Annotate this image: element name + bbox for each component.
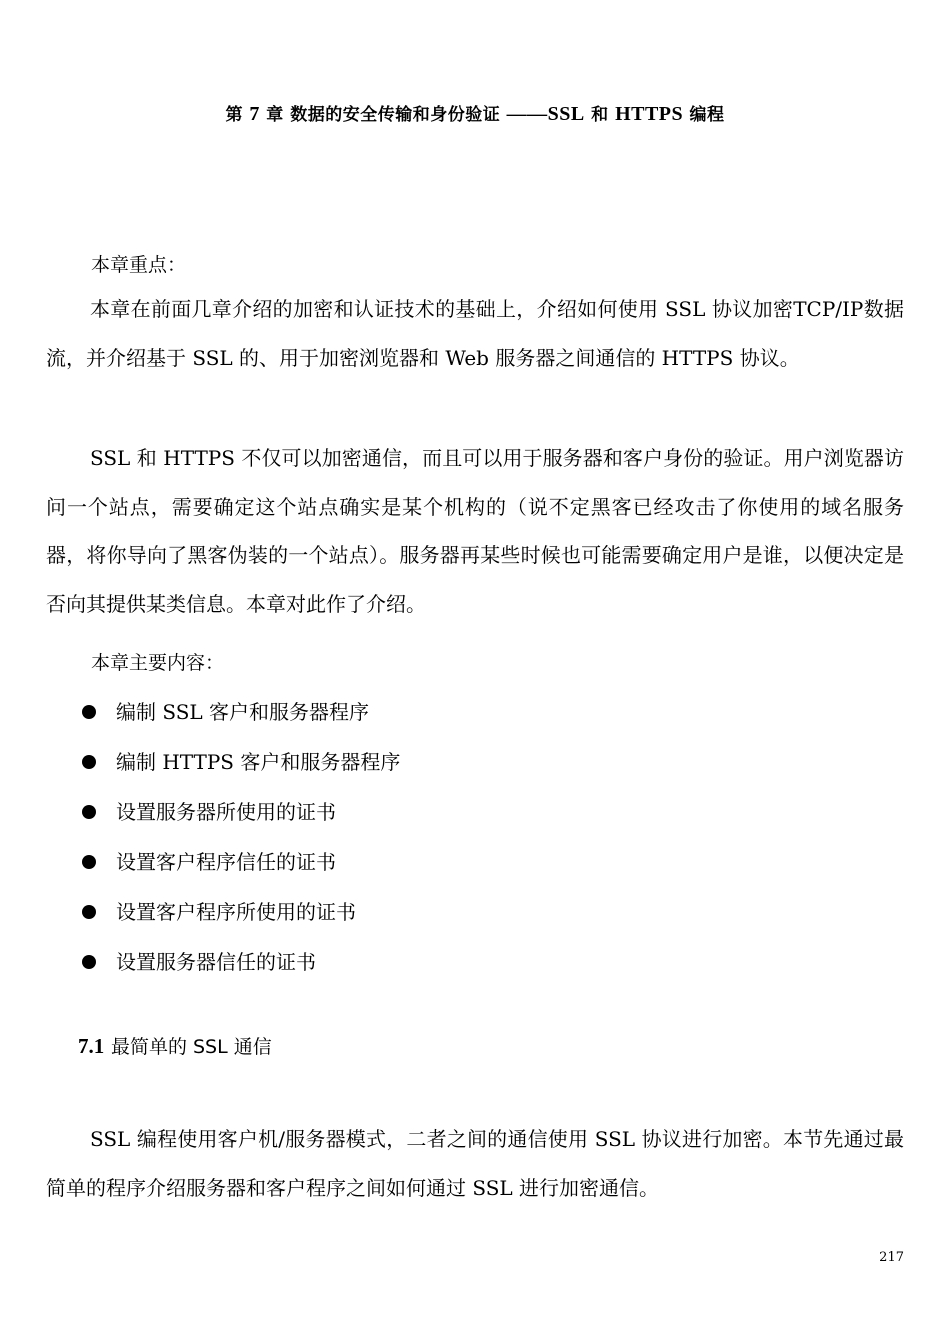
bullet-icon <box>82 755 96 769</box>
chapter-title-https: HTTPS <box>615 103 684 125</box>
contents-heading: 本章主要内容： <box>91 652 225 674</box>
list-item-text: 设置服务器所使用的证书 <box>116 800 336 824</box>
chapter-number: 7 <box>249 103 260 125</box>
focus-heading: 本章重点： <box>91 254 187 276</box>
list-item-text: 编制 SSL 客户和服务器程序 <box>116 700 370 724</box>
list-item-text: 设置客户程序信任的证书 <box>116 850 336 874</box>
chapter-title: 章 数据的安全传输和身份验证 <box>259 105 507 125</box>
list-item-text: 编制 HTTPS 客户和服务器程序 <box>116 750 401 774</box>
contents-list <box>80 687 400 987</box>
list-item-text: 设置服务器信任的证书 <box>116 950 316 974</box>
bullet-icon <box>82 705 96 719</box>
list-item <box>80 687 400 737</box>
list-item <box>80 787 400 837</box>
page-number: 217 <box>879 1250 904 1265</box>
bullet-icon <box>82 805 96 819</box>
list-item <box>80 937 400 987</box>
section-title: 最简单的 SSL 通信 <box>110 1036 272 1058</box>
bullet-icon <box>82 955 96 969</box>
intro-paragraph: 本章在前面几章介绍的加密和认证技术的基础上，介绍如何使用 SSL 协议加密TCP/IP数据流，并介绍基于 SSL 的、用于加密浏览器和 Web 服务器之间通信的 HTTPS 协议。 <box>46 297 904 370</box>
list-item <box>80 737 400 787</box>
ssl-https-paragraph: SSL 和 HTTPS 不仅可以加密通信，而且可以用于服务器和客户身份的验证。用户浏览器访问一个站点，需要确定这个站点确实是某个机构的（说不定黑客已经攻击了你使用的域名服务器，将你导向了黑客伪装的一个站点）。服务器再某些时候也可能需要确定用户是谁，以便决定是否向其提供某类信息。本章对此作了介绍。 <box>46 446 904 616</box>
bullet-icon <box>82 905 96 919</box>
chapter-title-end: 编程 <box>683 105 725 125</box>
list-item-text: 设置客户程序所使用的证书 <box>116 900 356 924</box>
chapter-header <box>0 100 950 126</box>
chapter-title-ssl: ——SSL <box>506 103 585 125</box>
chapter-title-and: 和 <box>584 105 616 125</box>
section-paragraph: SSL 编程使用客户机/服务器模式，二者之间的通信使用 SSL 协议进行加密。本节先通过最简单的程序介绍服务器和客户程序之间如何通过 SSL 进行加密通信。 <box>46 1127 904 1200</box>
chapter-prefix: 第 <box>225 105 250 125</box>
list-item <box>80 837 400 887</box>
bullet-icon <box>82 855 96 869</box>
section-number: 7.1 <box>78 1034 105 1058</box>
list-item <box>80 887 400 937</box>
section-heading <box>78 1032 272 1059</box>
